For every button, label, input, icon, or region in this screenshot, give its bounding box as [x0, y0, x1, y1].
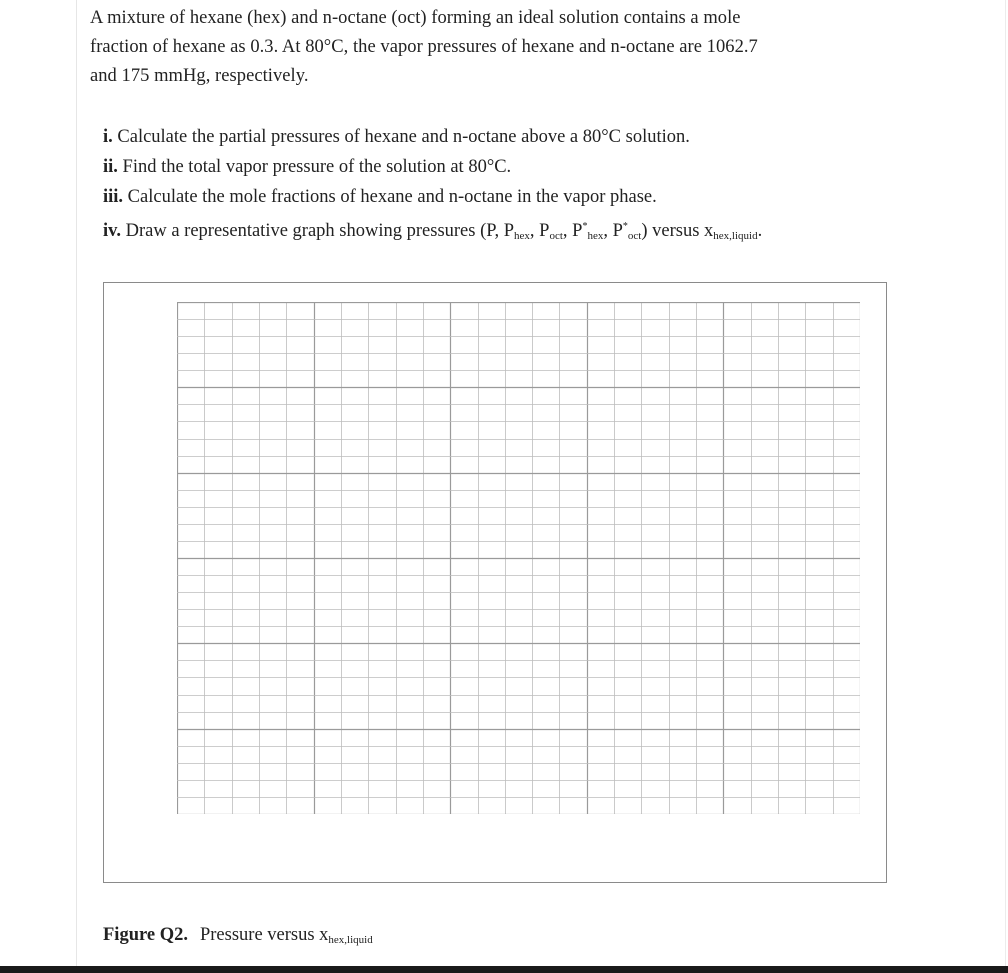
question-iii [103, 182, 963, 212]
intro-line-2: fraction of hexane as 0.3. At 80°C, the vapor pressures of hexane and n-octane are 1062.7 [90, 37, 758, 57]
bottom-edge-bar [0, 966, 1008, 973]
question-ii-number: ii. [103, 157, 118, 177]
question-iv-text-e: ) versus x [641, 221, 714, 241]
question-iii-text: Calculate the mole fractions of hexane and n-octane in the vapor phase. [123, 187, 657, 207]
figure-caption-subscript: hex,liquid [328, 934, 373, 946]
question-list [103, 122, 963, 251]
question-ii-text: Find the total vapor pressure of the solution at 80°C. [117, 157, 512, 177]
question-i-number: i. [103, 127, 113, 147]
subscript-xhex-liquid: hex,liquid [713, 230, 758, 242]
question-iv-text-b: , P [529, 221, 550, 241]
subscript-hex-2: hex [587, 230, 604, 242]
subscript-oct-2: oct [627, 230, 642, 242]
subscript-oct: oct [549, 230, 563, 242]
question-iv [103, 212, 963, 251]
question-ii [103, 152, 963, 182]
page-left-edge [76, 0, 77, 968]
question-iv-text-d: , P [603, 221, 623, 241]
figure-caption-text: Pressure versus x [199, 925, 329, 945]
question-i-text: Calculate the partial pressures of hexane and n-octane above a 80°C solution. [112, 127, 690, 147]
figure-caption [103, 925, 373, 946]
intro-line-1: A mixture of hexane (hex) and n-octane (oct) forming an ideal solution contains a mole [90, 8, 741, 28]
question-iii-number: iii. [103, 187, 124, 207]
question-i [103, 122, 963, 152]
superscript-star-2: * [622, 221, 628, 232]
graph-paper-grid [177, 302, 860, 814]
question-iv-text-a: Draw a representative graph showing pressures (P, P [121, 221, 515, 241]
figure-label: Figure Q2. [103, 925, 188, 945]
superscript-star-1: * [582, 221, 588, 232]
page-right-edge [1005, 0, 1006, 968]
problem-statement [90, 4, 880, 91]
question-iv-number: iv. [103, 221, 121, 241]
intro-line-3: and 175 mmHg, respectively. [90, 66, 309, 86]
question-iv-text-c: , P [562, 221, 583, 241]
subscript-hex: hex [514, 230, 530, 242]
question-iv-text-f: . [757, 221, 763, 241]
